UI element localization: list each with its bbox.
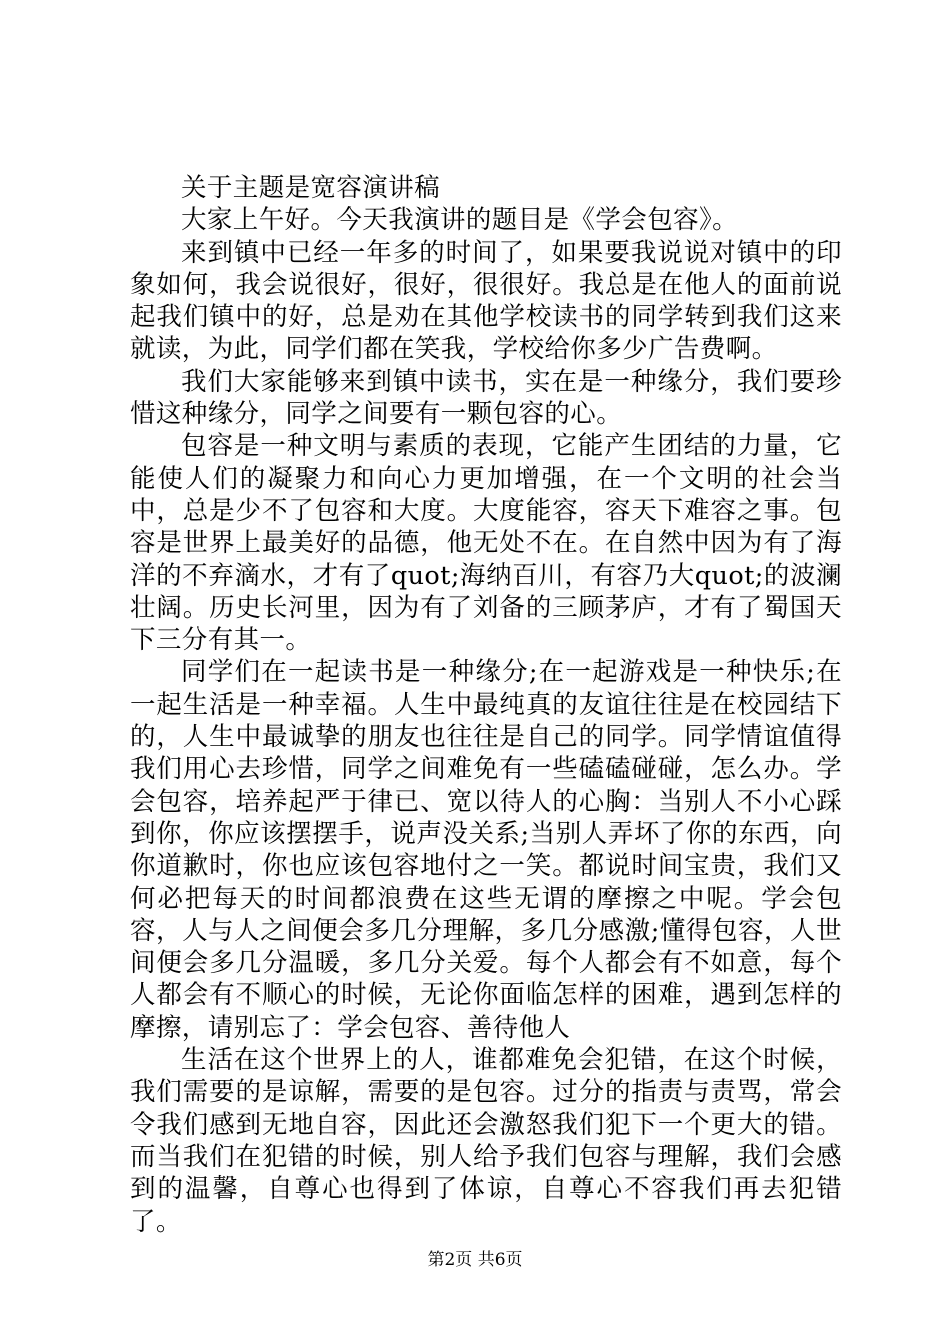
paragraph: 包容是一种文明与素质的表现，它能产生团结的力量，它能使人们的凝聚力和向心力更加增强，在一个文明的社会当中，总是少不了包容和大度。大度能容，容天下难容之事。包容是世界上最美好的品德，他无处不在。在自然中因为有了海洋的不弃滴水，才有了quot;海纳百川，有容乃大quot;的波澜壮阔。历史长河里，因为有了刘备的三顾茅庐，才有了蜀国天下三分有其一。 — [130, 431, 842, 656]
paragraph: 生活在这个世界上的人，谁都难免会犯错，在这个时候，我们需要的是谅解，需要的是包容。过分的指责与责骂，常会令我们感到无地自容，因此还会激怒我们犯下一个更大的错。而当我们在犯错的时候，别人给予我们包容与理解，我们会感到的温馨，自尊心也得到了体谅，自尊心不容我们再去犯错了。 — [130, 1045, 842, 1237]
paragraph: 大家上午好。今天我演讲的题目是《学会包容》。 — [181, 205, 739, 236]
paragraph: 来到镇中已经一年多的时间了，如果要我说说对镇中的印象如何，我会说很好，很好，很很好。我总是在他人的面前说起我们镇中的好，总是劝在其他学校读书的同学转到我们这来就读，为此，同学们都在笑我，学校给你多少广告费啊。 — [130, 237, 842, 365]
document-body — [130, 172, 842, 1238]
document-title: 关于主题是宽容演讲稿 — [181, 173, 441, 203]
paragraph: 我们大家能够来到镇中读书，实在是一种缘分，我们要珍惜这种缘分，同学之间要有一颗包容的心。 — [130, 366, 842, 430]
paragraph: 同学们在一起读书是一种缘分;在一起游戏是一种快乐;在一起生活是一种幸福。人生中最纯真的友谊往往是在校园结下的，人生中最诚挚的朋友也往往是自己的同学。同学情谊值得我们用心去珍惜，同学之间难免有一些磕磕碰碰，怎么办。学会包容，培养起严于律已、宽以待人的心胸：当别人不小心踩到你，你应该摆摆手，说声没关系;当别人弄坏了你的东西，向你道歉时，你也应该包容地付之一笑。都说时间宝贵，我们又何必把每天的时间都浪费在这些无谓的摩擦之中呢。学会包容，人与人之间便会多几分理解，多几分感激;懂得包容，人世间便会多几分温暖，多几分关爱。每个人都会有不如意，每个人都会有不顺心的时候，无论你面临怎样的困难，遇到怎样的摩擦，请别忘了：学会包容、善待他人 — [130, 657, 842, 1043]
page-number-footer: 第2页 共6页 — [427, 1250, 523, 1270]
